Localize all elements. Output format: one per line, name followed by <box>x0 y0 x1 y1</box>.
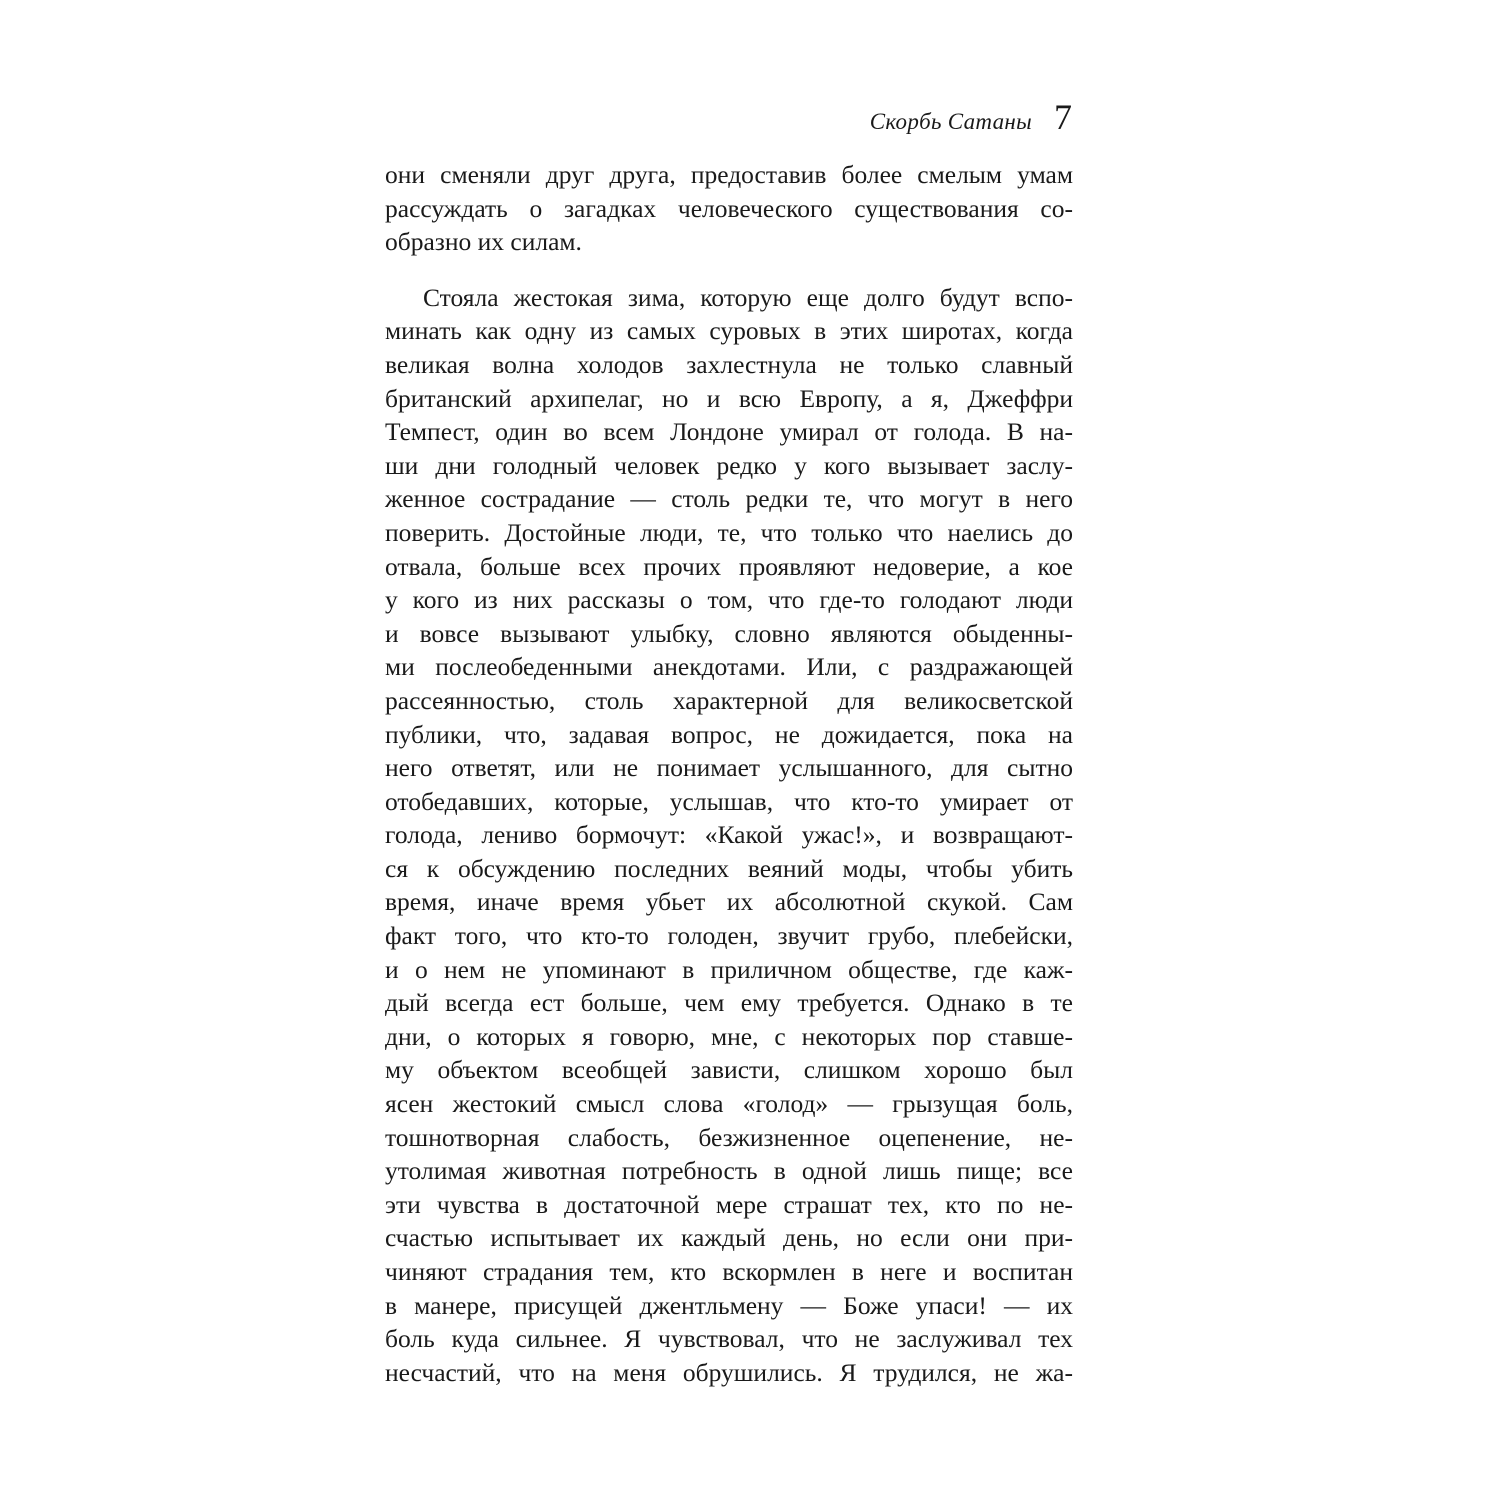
text-line: великая волна холодов захлестнула не только славный <box>385 349 1073 379</box>
text-line: голода, лениво бормочут: «Какой ужас!», и возвращают- <box>385 820 1073 850</box>
text-line: рассеянностью, столь характерной для великосветской <box>385 685 1073 715</box>
text-line: британский архипелаг, но и всю Европу, а я, Джеффри <box>385 383 1073 413</box>
text-line: му объектом всеобщей зависти, слишком хорошо был <box>385 1055 1073 1085</box>
paragraph-gap <box>385 259 1073 281</box>
text-line: ши дни голодный человек редко у кого вызывает заслу- <box>385 450 1073 480</box>
running-title: Скорбь Сатаны <box>869 109 1032 134</box>
body-text <box>385 158 1073 1389</box>
paragraph <box>385 281 1073 1390</box>
page-header <box>870 96 1072 138</box>
text-line: рассуждать о загадках человеческого существования со- <box>385 193 1073 223</box>
text-line: ясен жестокий смысл слова «голод» — грызущая боль, <box>385 1089 1073 1119</box>
text-line: дни, о которых я говорю, мне, с некоторых пор ставше- <box>385 1021 1073 1051</box>
text-line: счастью испытывает их каждый день, но если они при- <box>385 1223 1073 1253</box>
text-line: эти чувства в достаточной мере страшат тех, кто по не- <box>385 1189 1073 1219</box>
text-line: чиняют страдания тем, кто вскормлен в неге и воспитан <box>385 1257 1073 1286</box>
text-line: ся к обсуждению последних веяний моды, чтобы убить <box>385 853 1073 883</box>
text-line: факт того, что кто-то голоден, звучит грубо, плебейски, <box>385 921 1073 951</box>
text-line: дый всегда ест больше, чем ему требуется. Однако в те <box>385 988 1073 1018</box>
page-number: 7 <box>1054 97 1072 137</box>
text-line: у кого из них рассказы о том, что где-то голодают люди <box>385 585 1073 615</box>
text-line: поверить. Достойные люди, те, что только что наелись до <box>385 517 1073 547</box>
text-line: время, иначе время убьет их абсолютной скукой. Сам <box>385 887 1073 917</box>
text-line: Стояла жестокая зима, которую еще долго будут вспо- <box>423 282 1073 312</box>
paragraph <box>385 158 1073 259</box>
text-line: тошнотворная слабость, безжизненное оцепенение, не- <box>385 1122 1073 1152</box>
text-line: него ответят, или не понимает услышанного, для сытно <box>385 753 1073 783</box>
text-line: в манере, присущей джентльмену — Боже упаси! — их <box>385 1290 1073 1320</box>
text-line: публики, что, задавая вопрос, не дожидается, пока на <box>385 719 1073 749</box>
text-line: боль куда сильнее. Я чувствовал, что не заслуживал тех <box>385 1324 1073 1354</box>
text-line: ми послеобеденными анекдотами. Или, с раздражающей <box>385 652 1073 682</box>
text-line: и о нем не упоминают в приличном обществе, где каж- <box>385 954 1073 984</box>
text-line: несчастий, что на меня обрушились. Я трудился, не жа- <box>385 1357 1073 1387</box>
text-line: минать как одну из самых суровых в этих широтах, когда <box>385 316 1073 346</box>
text-line: отобедавших, которые, услышав, что кто-то умирает от <box>385 786 1073 816</box>
text-line: отвала, больше всех прочих проявляют недоверие, а кое <box>385 551 1073 581</box>
text-line: они сменяли друг друга, предоставив более смелым умам <box>385 160 1073 189</box>
text-line: женное сострадание — столь редки те, что могут в него <box>385 484 1073 514</box>
text-line: Темпест, один во всем Лондоне умирал от голода. В на- <box>385 417 1073 447</box>
text-line: утолимая животная потребность в одной лишь пище; все <box>385 1156 1073 1186</box>
text-line: образно их силам. <box>385 227 582 257</box>
text-line: и вовсе вызывают улыбку, словно являются обыденны- <box>385 618 1073 648</box>
